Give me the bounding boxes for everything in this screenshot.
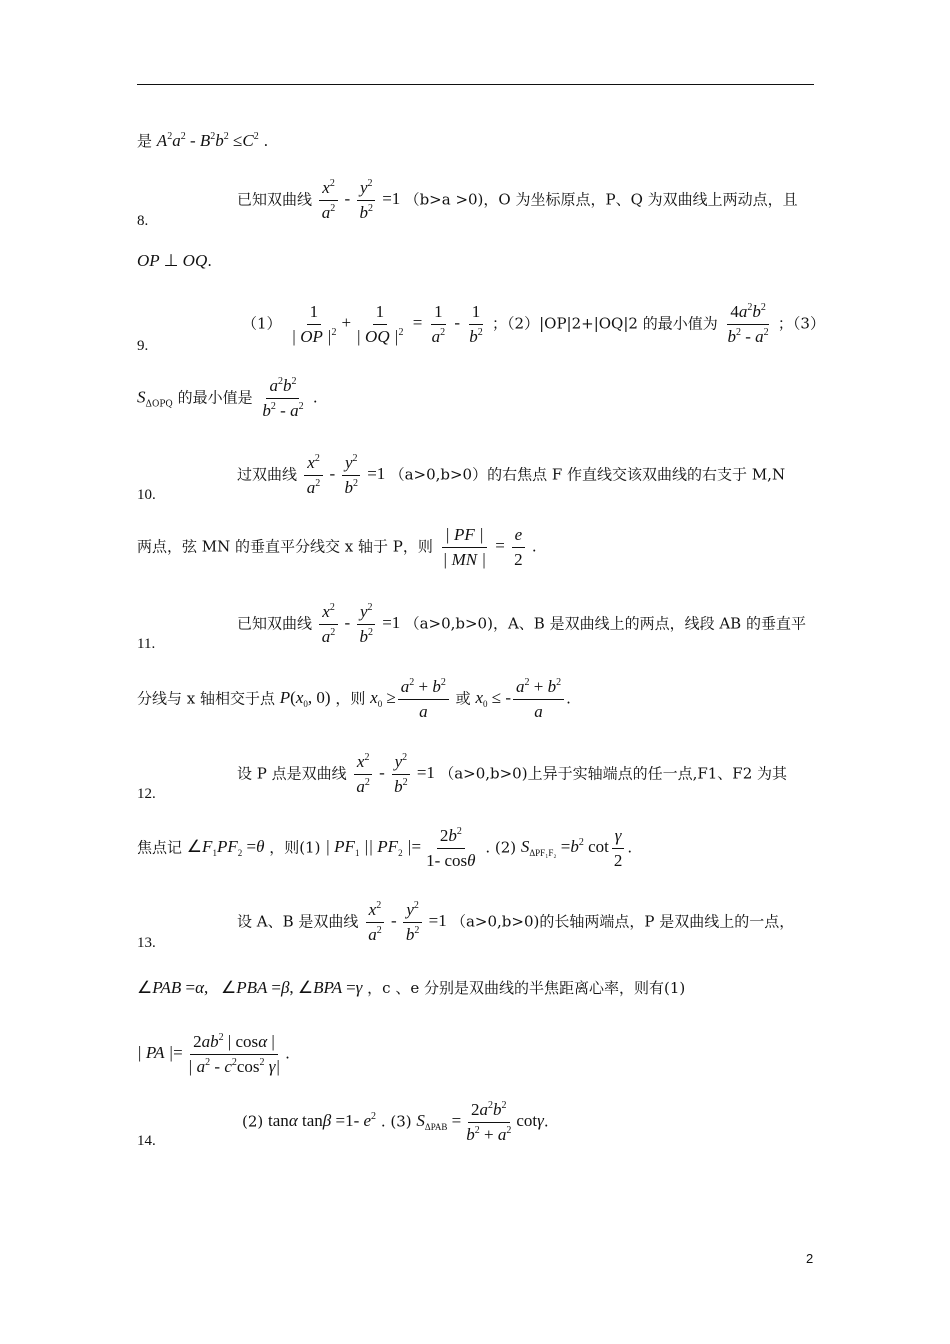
prev-lead: 是 [137, 132, 153, 150]
item-13-number: 13. [137, 935, 156, 951]
item-12-cont-f2: $S_{\Delta PF_1F_2} =b^2$ cot $\frac{\gamma}{2}$ [521, 837, 627, 856]
item-9-text-b: ；（2）|OP|2+|OQ|2 的最小值为 [492, 314, 718, 333]
item-12-cont-text: 焦点记 [137, 838, 183, 857]
item-8-text-b: （b>a >0)，O 为坐标原点，P、Q 为双曲线上两动点，且 [404, 190, 798, 209]
item-12-cont-angle: $\angle F_1PF_2 =\theta$ [186, 837, 265, 859]
item-9-cont-lead: S [137, 387, 146, 407]
item-9-cont-text: 的最小值是 [177, 388, 253, 407]
item-14-number: 14. [137, 1133, 156, 1149]
item-13-cont-text: ，c 、e 分别是双曲线的半焦距离心率，则有(1) [367, 979, 686, 997]
item-13-line [237, 900, 794, 945]
item-10-cont [137, 525, 537, 570]
item-9-cont-tail: . [312, 388, 318, 407]
line-prev-end [137, 132, 268, 150]
item-8-line [237, 178, 798, 223]
item-14-formula2: $S_{\Delta PAB}$ = $\frac{2a^2b^2}{b^2 + a^2}$ cotγ [416, 1100, 544, 1144]
item-8-cont [137, 252, 212, 270]
item-9-text-a: （1） [242, 314, 282, 333]
item-10-cont-text: 两点，弦 MN 的垂直平分线交 x 轴于 P，则 [137, 537, 433, 556]
item-12-line [237, 752, 787, 797]
item-14-text-a: (2) [242, 1112, 264, 1131]
item-14-formula: tanα tanβ =1- $e^2$ [268, 1111, 377, 1131]
item-10-cont-tail: . [531, 537, 537, 556]
item-11-line [237, 602, 806, 647]
item-13-cont-angles: ∠PAB =α, ∠PBA =β, ∠BPA =γ [137, 978, 363, 997]
item-8-cont-formula: OP ⊥ OQ [137, 251, 208, 270]
item-12-cont-f1: | $PF_1$ || $PF_2$ |= $\frac{2b^2}{1- \cos\theta}$ [325, 826, 476, 870]
item-9-formula: $\frac{1}{| OP |^2}$ + $\frac{1}{| OQ |^2}$ = $\frac{1}{a^2}$ - $\frac{1}{b^2}$ [291, 302, 483, 346]
item-8-number: 8. [137, 213, 149, 229]
item-11-text-b: （a>0,b>0)，A、B 是双曲线上的两点，线段 AB 的垂直平 [404, 614, 806, 633]
item-11-cont-point: $P(x_0$, 0) [279, 688, 331, 710]
item-10-formula: $\frac{x^2}{a^2}$ - $\frac{y^2}{b^2}$ =1 [302, 464, 390, 483]
item-13-cont [137, 979, 685, 997]
item-11-cont-then: ，则 [335, 689, 366, 708]
item-11-formula: $\frac{x^2}{a^2}$ - $\frac{y^2}{b^2}$ =1 [317, 613, 405, 632]
item-9-text-c: ；（3） [777, 314, 825, 333]
item-9-formula2: $\frac{4a^2b^2}{b^2 - a^2}$ [727, 302, 769, 346]
item-13-cont2-formula: | PA |= $\frac{2ab^2 | \cos\alpha |}{| a^2 - c^2\cos^2 \gamma|}$ [137, 1032, 281, 1076]
prev-tail: . [263, 132, 269, 150]
item-14-text-c: . [543, 1112, 549, 1131]
item-11-cont-f1: $x_0$ ≥ $\frac{a^2 + b^2}{a}$ [370, 688, 451, 707]
item-14-line [242, 1100, 549, 1145]
item-13-text-a: 设 A、B 是双曲线 [237, 912, 359, 931]
item-9-cont [137, 376, 318, 421]
item-9-cont-formula: $\frac{a^2b^2}{b^2 - a^2}$ [262, 376, 304, 420]
page-number: 2 [806, 1251, 814, 1266]
item-12-cont [137, 826, 632, 871]
item-13-formula: $\frac{x^2}{a^2}$ - $\frac{y^2}{b^2}$ =1 [363, 911, 451, 930]
item-11-cont-or: 或 [455, 689, 471, 708]
prev-formula: $A^2a^2 - B^2b^2 \le C^2$ [156, 131, 259, 150]
header-rule [137, 84, 814, 85]
item-12-text-a: 设 P 点是双曲线 [237, 764, 347, 783]
item-9-cont-sub: ΔOPQ [145, 399, 173, 410]
item-13-cont2 [137, 1032, 290, 1077]
item-10-number: 10. [137, 487, 156, 503]
item-11-text-a: 已知双曲线 [237, 614, 313, 633]
item-11-cont-tail: . [566, 689, 571, 708]
item-9-line [242, 302, 825, 347]
item-12-cont-then: ，则(1) [269, 838, 321, 857]
item-9-number: 9. [137, 338, 149, 354]
item-14-text-b: . (3) [380, 1112, 412, 1131]
item-10-text-a: 过双曲线 [237, 465, 298, 484]
item-12-formula: $\frac{x^2}{a^2}$ - $\frac{y^2}{b^2}$ =1 [351, 763, 439, 782]
item-10-text-b: （a>0,b>0）的右焦点 F 作直线交该双曲线的右支于 M,N [389, 465, 786, 484]
item-11-cont-text: 分线与 x 轴相交于点 [137, 689, 275, 708]
item-13-text-b: （a>0,b>0)的长轴两端点，P 是双曲线上的一点， [450, 912, 795, 931]
item-8-cont-tail: . [207, 252, 213, 270]
item-12-text-b: （a>0,b>0)上异于实轴端点的任一点,F1、F2 为其 [439, 764, 788, 783]
item-12-number: 12. [137, 786, 156, 802]
item-10-line [237, 453, 785, 498]
item-10-cont-formula: $\frac{| PF |}{| MN |}$ = $\frac{e}{2}$ [438, 536, 532, 555]
item-8-text-a: 已知双曲线 [237, 190, 313, 209]
item-11-number: 11. [137, 636, 156, 652]
item-12-cont-tail: . [627, 838, 633, 857]
item-11-cont-f2: $x_0$ ≤ - $\frac{a^2 + b^2}{a}$ [475, 688, 566, 707]
item-8-formula: $\frac{x^2}{a^2}$ - $\frac{y^2}{b^2}$ =1 [317, 189, 405, 208]
item-11-cont [137, 677, 571, 722]
item-12-cont-mid: . (2) [485, 838, 517, 857]
item-13-cont2-tail: . [285, 1044, 290, 1063]
